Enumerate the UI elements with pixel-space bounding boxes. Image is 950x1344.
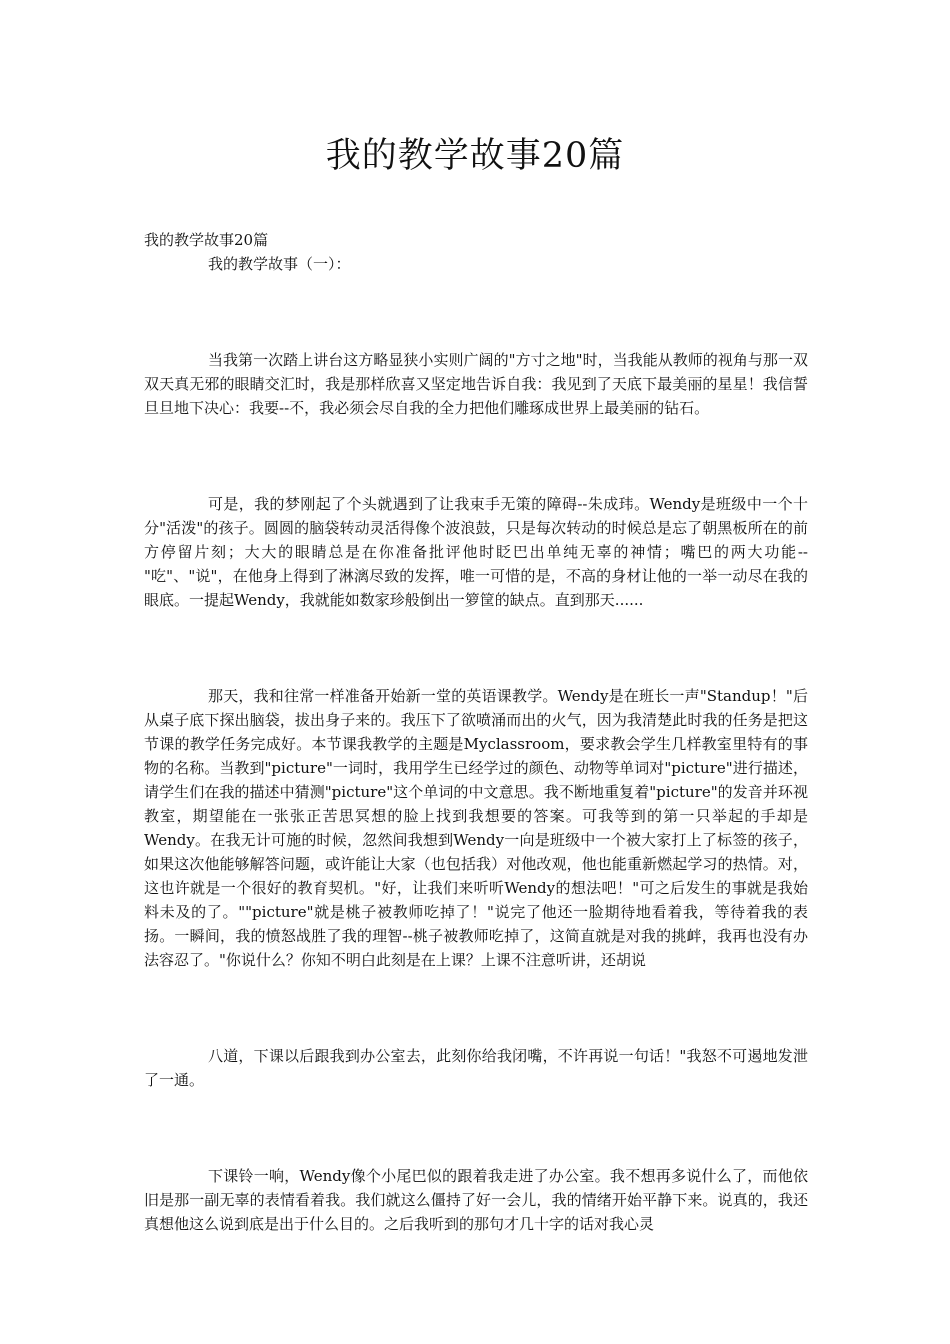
paragraph-4: 八道，下课以后跟我到办公室去，此刻你给我闭嘴，不许再说一句话！"我怒不可遏地发泄了一通。 xyxy=(144,1047,808,1089)
paragraph-spacer xyxy=(144,612,808,684)
document-body xyxy=(144,228,808,1236)
paragraph-spacer xyxy=(144,420,808,492)
paragraph-2: 可是，我的梦刚起了个头就遇到了让我束手无策的障碍--朱成玮。Wendy是班级中一个十分"活泼"的孩子。圆圆的脑袋转动灵活得像个波浪鼓，只是每次转动的时候总是忘了朝黑板所在的前方停留片刻；大大的眼睛总是在你准备批评他时眨巴出单纯无辜的神情；嘴巴的两大功能--"吃"、"说"，在他身上得到了淋漓尽致的发挥，唯一可惜的是，不高的身材让他的一举一动尽在我的眼底。一提起Wendy，我就能如数家珍般倒出一箩筐的缺点。直到那天...... xyxy=(144,495,808,609)
paragraph-spacer xyxy=(144,1092,808,1164)
paragraph-3: 那天，我和往常一样准备开始新一堂的英语课教学。Wendy是在班长一声"Standup！"后从桌子底下探出脑袋，拔出身子来的。我压下了欲喷涌而出的火气，因为我清楚此时我的任务是把这节课的教学任务完成好。本节课我教学的主题是Myclassroom，要求教会学生几样教室里特有的事物的名称。当教到"picture"一词时，我用学生已经学过的颜色、动物等单词对"picture"进行描述，请学生们在我的描述中猜测"picture"这个单词的中文意思。我不断地重复着"picture"的发音并环视教室，期望能在一张张正苦思冥想的脸上找到我想要的答案。可我等到的第一只举起的手却是Wendy。在我无计可施的时候，忽然间我想到Wendy一向是班级中一个被大家打上了标签的孩子，如果这次他能够解答问题，或许能让大家（也包括我）对他改观，他也能重新燃起学习的热情。对，这也许就是一个很好的教育契机。"好，让我们来听听Wendy的想法吧！"可之后发生的事就是我始料未及的了。""picture"就是桃子被教师吃掉了！"说完了他还一脸期待地看着我，等待着我的表扬。一瞬间，我的愤怒战胜了我的理智--桃子被教师吃掉了，这简直就是对我的挑衅，我再也没有办法容忍了。"你说什么？你知不明白此刻是在上课？上课不注意听讲，还胡说 xyxy=(144,687,808,969)
document-title: 我的教学故事20篇 xyxy=(325,136,625,176)
paragraph-5: 下课铃一响，Wendy像个小尾巴似的跟着我走进了办公室。我不想再多说什么了，而他依旧是那一副无辜的表情看着我。我们就这么僵持了好一会儿，我的情绪开始平静下来。说真的，我还真想他这么说到底是出于什么目的。之后我听到的那句才几十字的话对我心灵 xyxy=(144,1167,808,1233)
paragraph-spacer xyxy=(144,276,808,348)
chapter-heading: 我的教学故事（一）： xyxy=(208,255,351,273)
paragraph-spacer xyxy=(144,972,808,1044)
document-subtitle: 我的教学故事20篇 xyxy=(144,231,269,249)
paragraph-1: 当我第一次踏上讲台这方略显狭小实则广阔的"方寸之地"时，当我能从教师的视角与那一双双天真无邪的眼睛交汇时，我是那样欣喜又坚定地告诉自我：我见到了天底下最美丽的星星！我信誓旦旦地下决心：我要--不，我必须会尽自我的全力把他们雕琢成世界上最美丽的钻石。 xyxy=(144,351,808,417)
